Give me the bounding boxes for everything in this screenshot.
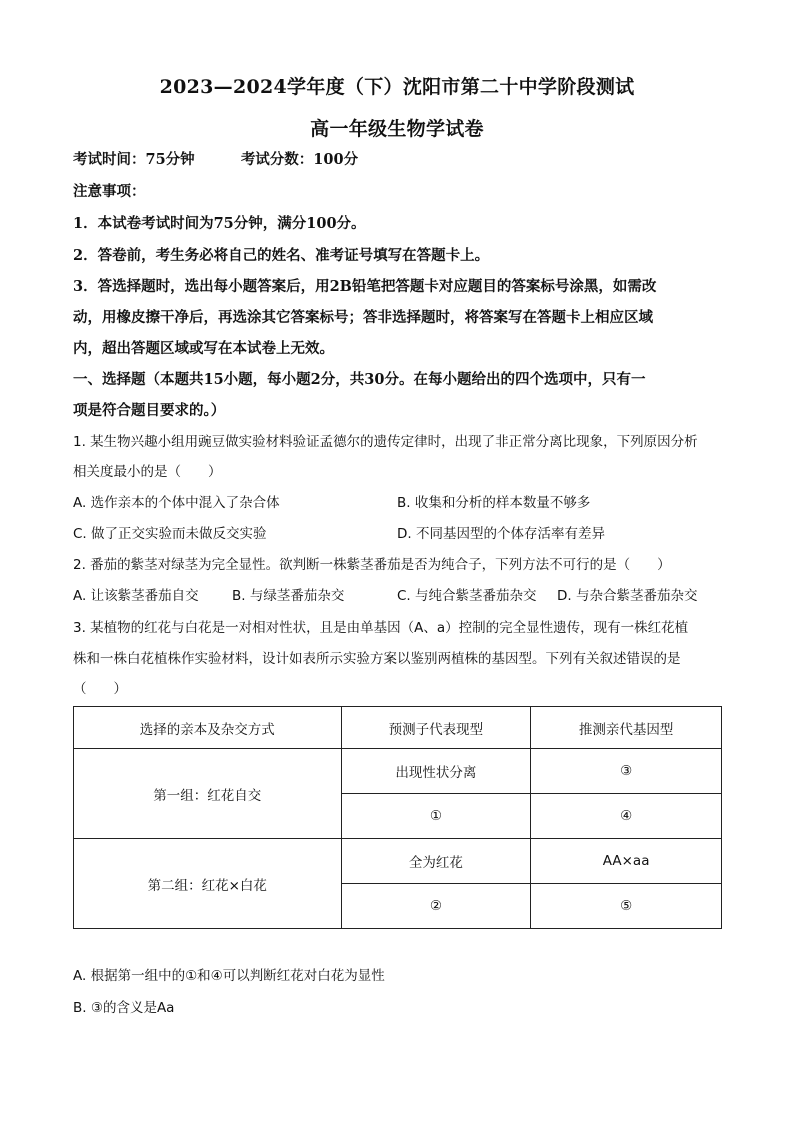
q1-stem-cont: 相关度最小的是（ ） [73,464,222,480]
notes-heading: 注意事项： [73,183,146,200]
note-item-2: 2．答卷前，考生务必将自己的姓名、准考证号填写在答题卡上。 [73,247,490,264]
experiment-table [73,706,722,929]
q3-stem-cont: 株和一株白花植株作实验材料，设计如表所示实验方案以鉴别两植株的基因型。下列有关叙述错误的是 [73,651,681,667]
exam-info [73,150,733,170]
note-item-3: 3．答选择题时，选出每小题答案后，用2B铅笔把答题卡对应题目的答案标号涂黑，如需改 [73,278,657,295]
q2-option-a: A. 让该紫茎番茄自交 [73,588,199,604]
note-item-3-cont: 动，用橡皮擦干净后，再选涂其它答案标号；答非选择题时，将答案写在答题卡上相应区域 [73,309,653,326]
note-item-1: 1．本试卷考试时间为75分钟，满分100分。 [73,215,366,232]
exam-subtitle: 高一年级生物学试卷 [310,118,484,140]
table-cell: ② [341,884,531,929]
exam-title: 2023—2024学年度（下）沈阳市第二十中学阶段测试 [159,76,635,98]
q1-option-d: D. 不同基因型的个体存活率有差异 [397,526,605,542]
table-cell: ③ [531,749,722,794]
group1-cell: 第一组：红花自交 [74,749,342,839]
note-item-3-end: 内，超出答题区域或写在本试卷上无效。 [73,340,334,357]
q2-stem: 2. 番茄的紫茎对绿茎为完全显性。欲判断一株紫茎番茄是否为纯合子，下列方法不可行的是（ ） [73,557,671,573]
section-heading: 一、选择题（本题共15小题，每小题2分，共30分。在每小题给出的四个选项中，只有一 [73,371,646,388]
q2-option-c: C. 与纯合紫茎番茄杂交 [397,588,537,604]
q1-option-c: C. 做了正交实验而未做反交实验 [73,526,267,542]
table-cell: 出现性状分离 [341,749,531,794]
table-header-cell: 选择的亲本及杂交方式 [74,707,342,749]
q3-stem: 3. 某植物的红花与白花是一对相对性状，且是由单基因（A、a）控制的完全显性遗传，现有一株红花植 [73,620,689,636]
q2-option-d: D. 与杂合紫茎番茄杂交 [557,588,698,604]
table-header-cell: 预测子代表现型 [341,707,531,749]
q3-option-a: A. 根据第一组中的①和④可以判断红花对白花为显性 [73,968,385,984]
exam-score: 考试分数：100分 [240,151,359,168]
table-row [74,839,722,884]
table-cell: ① [341,794,531,839]
q2-option-b: B. 与绿茎番茄杂交 [232,588,345,604]
section-heading-cont: 项是符合题目要求的。） [73,402,226,419]
group2-cell: 第二组：红花×白花 [74,839,342,929]
table-header-row [74,707,722,749]
q1-stem: 1. 某生物兴趣小组用豌豆做实验材料验证孟德尔的遗传定律时，出现了非正常分离比现象，下列原因分析 [73,434,698,450]
table-header-cell: 推测亲代基因型 [531,707,722,749]
table-cell: 全为红花 [341,839,531,884]
exam-time: 考试时间：75分钟 [73,151,195,168]
table-cell: AA×aa [531,839,722,884]
table-cell: ⑤ [531,884,722,929]
q1-option-b: B. 收集和分析的样本数量不够多 [397,495,591,511]
q3-option-b: B. ③的含义是Aa [73,1000,175,1016]
table-row [74,749,722,794]
q3-stem-end: （ ） [73,681,127,697]
q1-option-a: A. 选作亲本的个体中混入了杂合体 [73,495,280,511]
table-cell: ④ [531,794,722,839]
